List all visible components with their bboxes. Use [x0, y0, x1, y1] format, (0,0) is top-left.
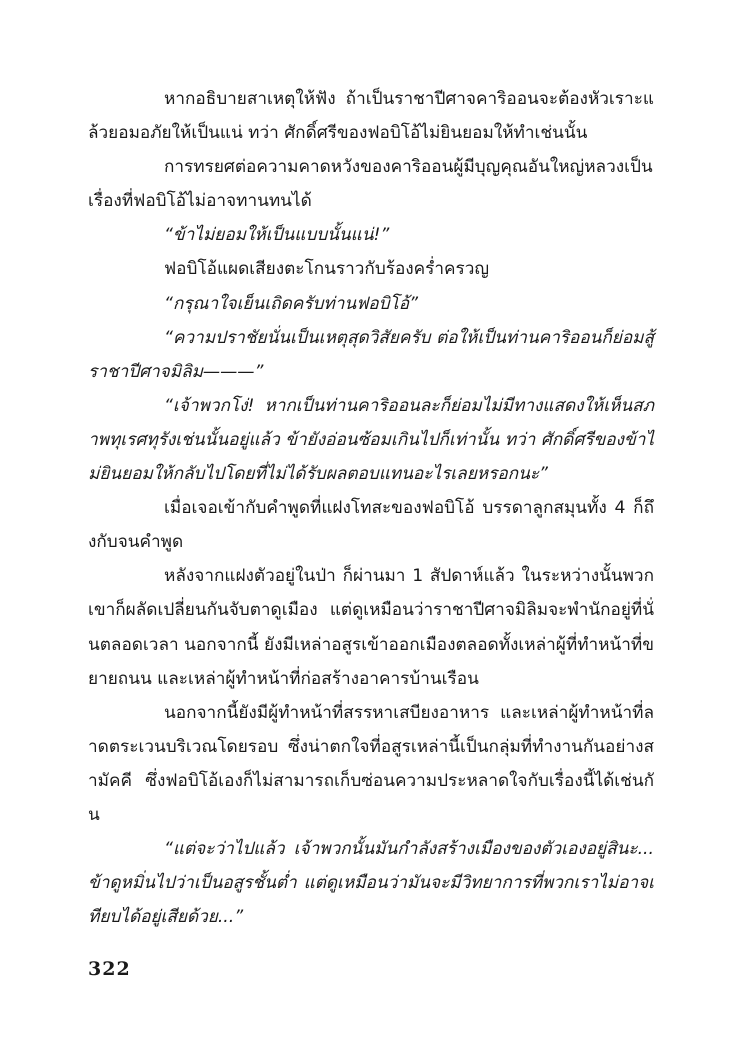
paragraph-5: หลังจากแฝงตัวอยู่ในป่า ก็ผ่านมา 1 สัปดาห์แล้ว ในระหว่างนั้นพวกเขาก็ผลัดเปลี่ยนกันจับตาดูเมือง แต่ดูเหมือนว่าราชาปีศาจมิลิมจะพำนักอยู่ที่นั่นตลอดเวลา นอกจากนี้ ยังมีเหล่าอสูรเข้าออกเมืองตลอดทั้งเหล่าผู้ที่ทำหน้าที่ขยายถนน และเหล่าผู้ทำหน้าที่ก่อสร้างอาคารบ้านเรือน: [88, 566, 654, 689]
page-number: 322: [88, 958, 131, 980]
paragraph-6: นอกจากนี้ยังมีผู้ทำหน้าที่สรรหาเสบียงอาหาร และเหล่าผู้ทำหน้าที่ลาดตระเวนบริเวณโดยรอบ ซึ่งน่าตกใจที่อสูรเหล่านี้เป็นกลุ่มที่ทำงานกันอย่างสามัคคี ซึ่งฟอบิโอ้เองก็ไม่สามารถเก็บซ่อนความประหลาดใจกับเรื่องนี้ได้เช่นกัน: [88, 702, 654, 825]
paragraph-4: เมื่อเจอเข้ากับคำพูดที่แฝงโทสะของฟอบิโอ้ บรรดาลูกสมุนทั้ง 4 ก็ถึงกับจนคำพูด: [88, 498, 654, 553]
dialogue-4: “เจ้าพวกโง่! หากเป็นท่านคาริออนละก็ย่อมไม่มีทางแสดงให้เห็นสภาพทุเรศทุรังเช่นนั้นอยู่แล้ว ข้ายังอ่อนซ้อมเกินไปก็เท่านั้น ทว่า ศักดิ์ศรีของข้าไม่ยินยอมให้กลับไปโดยที่ไม่ได้รับผลตอบแทนอะไรเลยหรอกนะ”: [88, 395, 654, 485]
paragraph-2: การทรยศต่อความคาดหวังของคาริออนผู้มีบุญคุณอันใหญ่หลวงเป็นเรื่องที่ฟอบิโอ้ไม่อาจทานทนได้: [88, 157, 653, 212]
dialogue-5: “แต่จะว่าไปแล้ว เจ้าพวกนั้นมันกำลังสร้างเมืองของตัวเองอยู่สินะ... ข้าดูหมิ่นไปว่าเป็นอสูรชั้นต่ำ แต่ดูเหมือนว่ามันจะมีวิทยาการที่พวกเราไม่อาจเทียบได้อยู่เสียด้วย...”: [88, 839, 654, 928]
page-body: [88, 82, 654, 934]
dialogue-2: “กรุณาใจเย็นเถิดครับท่านฟอบิโอ้”: [164, 293, 418, 314]
dialogue-1: “ข้าไม่ยอมให้เป็นแบบนั้นแน่!”: [164, 225, 390, 246]
paragraph-1: หากอธิบายสาเหตุให้ฟัง ถ้าเป็นราชาปีศาจคาริออนจะต้องหัวเราะแล้วยอมอภัยให้เป็นแน่ ทว่า ศักดิ์ศรีของฟอบิโอ้ไม่ยินยอมให้ทำเช่นนั้น: [88, 89, 654, 144]
paragraph-3: ฟอบิโอ้แผดเสียงตะโกนราวกับร้องคร่ำครวญ: [164, 259, 490, 280]
dialogue-3: “ความปราชัยนั่นเป็นเหตุสุดวิสัยครับ ต่อให้เป็นท่านคาริออนก็ย่อมสู้ราชาปีศาจมิลิม———”: [88, 327, 654, 382]
